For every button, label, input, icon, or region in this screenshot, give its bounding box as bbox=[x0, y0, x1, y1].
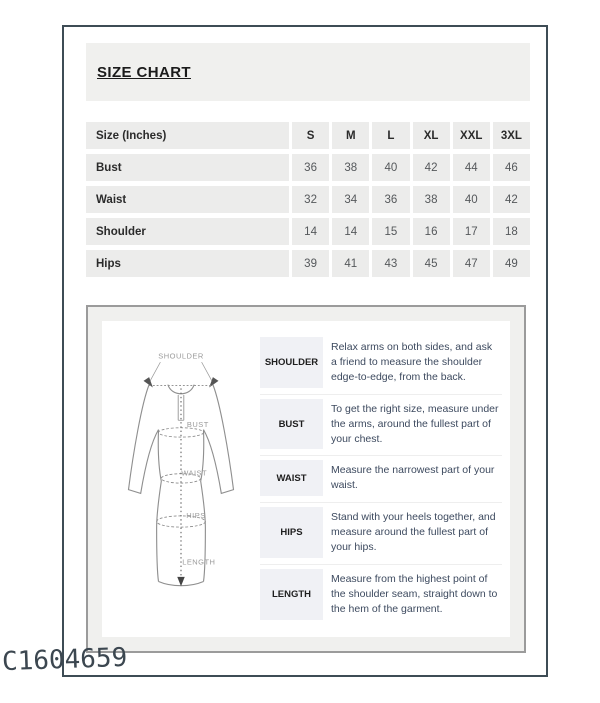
size-column-header: XXL bbox=[453, 122, 490, 149]
size-value-cell: 49 bbox=[493, 250, 530, 277]
figure-label-hips: HIPS bbox=[186, 510, 206, 520]
guide-row-text: Measure from the highest point of the shoulder seam, straight down to the hem of the garment. bbox=[331, 572, 498, 615]
size-value-cell: 36 bbox=[372, 186, 409, 213]
guide-row-label: LENGTH bbox=[260, 569, 323, 620]
size-value-cell: 42 bbox=[413, 154, 450, 181]
size-value-cell: 16 bbox=[413, 218, 450, 245]
size-column-header: XL bbox=[413, 122, 450, 149]
page-title: SIZE CHART bbox=[97, 63, 191, 81]
size-value-cell: 34 bbox=[332, 186, 369, 213]
size-value-cell: 39 bbox=[292, 250, 329, 277]
measure-guide-box bbox=[86, 305, 526, 653]
size-table-row bbox=[86, 250, 530, 277]
size-row-label: Hips bbox=[86, 250, 289, 277]
guide-row-label: SHOULDER bbox=[260, 337, 323, 388]
size-row-label: Bust bbox=[86, 154, 289, 181]
guide-row-text: To get the right size, measure under the arms, around the fullest part of your chest. bbox=[331, 402, 499, 445]
size-value-cell: 36 bbox=[292, 154, 329, 181]
size-value-cell: 14 bbox=[332, 218, 369, 245]
guide-row bbox=[260, 455, 502, 500]
size-value-cell: 18 bbox=[493, 218, 530, 245]
guide-row-label: HIPS bbox=[260, 507, 323, 558]
guide-row-label: BUST bbox=[260, 399, 323, 450]
size-row-label: Shoulder bbox=[86, 218, 289, 245]
title-block bbox=[86, 43, 530, 101]
guide-row bbox=[260, 333, 502, 392]
guide-row-text: Measure the narrowest part of your waist. bbox=[331, 464, 495, 492]
measure-guide-table bbox=[260, 321, 510, 637]
size-column-header: M bbox=[332, 122, 369, 149]
guide-row-text: Relax arms on both sides, and ask a friend to measure the shoulder edge-to-edge, from the back. bbox=[331, 341, 493, 383]
size-chart-card bbox=[62, 25, 548, 677]
guide-row bbox=[260, 394, 502, 454]
figure-label-bust: BUST bbox=[186, 419, 209, 429]
size-value-cell: 38 bbox=[332, 154, 369, 181]
size-table-header-row bbox=[86, 122, 530, 149]
size-value-cell: 40 bbox=[372, 154, 409, 181]
size-value-cell: 17 bbox=[453, 218, 490, 245]
size-column-header: S bbox=[292, 122, 329, 149]
size-column-header: L bbox=[372, 122, 409, 149]
size-table-header-label: Size (Inches) bbox=[86, 122, 289, 149]
size-table-row bbox=[86, 218, 530, 245]
garment-figure bbox=[102, 321, 260, 637]
guide-row bbox=[260, 564, 502, 624]
size-value-cell: 15 bbox=[372, 218, 409, 245]
dress-sketch-icon bbox=[106, 329, 256, 624]
size-value-cell: 44 bbox=[453, 154, 490, 181]
guide-row bbox=[260, 502, 502, 562]
figure-label-waist: WAIST bbox=[181, 468, 208, 478]
size-value-cell: 40 bbox=[453, 186, 490, 213]
size-value-cell: 43 bbox=[372, 250, 409, 277]
size-value-cell: 38 bbox=[413, 186, 450, 213]
size-value-cell: 41 bbox=[332, 250, 369, 277]
figure-label-shoulder: SHOULDER bbox=[158, 351, 204, 361]
size-value-cell: 47 bbox=[453, 250, 490, 277]
size-table-body bbox=[86, 154, 530, 277]
guide-row-label: WAIST bbox=[260, 460, 323, 496]
size-value-cell: 14 bbox=[292, 218, 329, 245]
size-table bbox=[86, 122, 530, 277]
measure-guide-inner bbox=[102, 321, 510, 637]
size-value-cell: 32 bbox=[292, 186, 329, 213]
size-row-label: Waist bbox=[86, 186, 289, 213]
size-table-row bbox=[86, 186, 530, 213]
figure-label-length: LENGTH bbox=[182, 557, 216, 567]
guide-row-text: Stand with your heels together, and measure around the fullest part of your hips. bbox=[331, 511, 496, 554]
size-value-cell: 42 bbox=[493, 186, 530, 213]
size-table-row bbox=[86, 154, 530, 181]
watermark-code: C1604659 bbox=[1, 642, 128, 678]
size-value-cell: 46 bbox=[493, 154, 530, 181]
size-column-header: 3XL bbox=[493, 122, 530, 149]
size-value-cell: 45 bbox=[413, 250, 450, 277]
